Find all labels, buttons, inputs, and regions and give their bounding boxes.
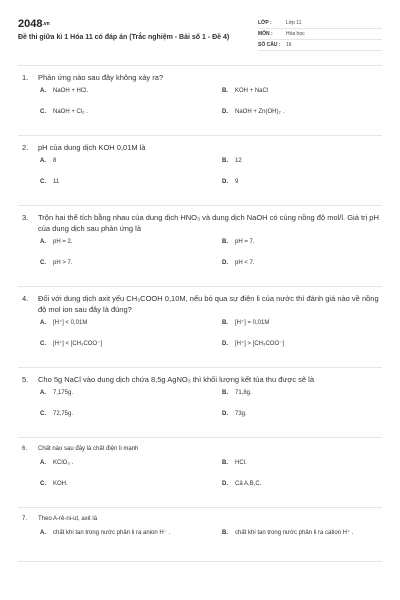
answer-option[interactable] [18,410,200,431]
answer-option[interactable] [18,157,200,178]
meta-key: LỚP : [258,20,272,26]
option-text: [H⁺] > [CH₃COO⁻] [235,341,284,347]
option-text: pH > 7. [53,260,73,266]
option-letter: A. [40,390,46,396]
question-item [18,136,382,206]
option-letter: D. [222,179,228,185]
answer-options [18,238,382,280]
option-text: HCl. [235,460,247,466]
option-letter: B. [222,320,228,326]
option-letter: C. [40,109,46,115]
option-letter: B. [222,460,228,466]
answer-option[interactable] [200,529,382,555]
option-text: 11 [53,179,60,185]
question-item [18,287,382,368]
option-letter: B. [222,88,228,94]
question-item [18,438,382,508]
question-stem [18,142,382,153]
answer-option[interactable] [200,238,382,259]
answer-option[interactable] [200,319,382,340]
question-stem [18,514,382,525]
answer-options [18,529,382,555]
option-text: pH = 2. [53,239,73,245]
option-letter: C. [40,260,46,266]
option-text: pH = 7. [235,239,255,245]
option-letter: C. [40,341,46,347]
site-logo[interactable] [18,18,258,30]
answer-options [18,157,382,199]
header-left [18,18,258,65]
meta-value: Hóa học [286,31,305,37]
option-letter: C. [40,179,46,185]
option-letter: D. [222,481,228,487]
question-text: Phản ứng nào sau đây không xảy ra? [38,73,164,82]
question-text: Theo A-rê-ni-ut, axit là [38,516,98,522]
question-number: 1. [22,73,29,82]
answer-option[interactable] [18,459,200,480]
option-letter: B. [222,530,228,536]
option-text: 72,75g. [53,411,74,417]
answer-options [18,389,382,431]
option-letter: A. [40,239,46,245]
question-text: Chất nào sau đây là chất điện li mạnh [38,446,139,452]
answer-option[interactable] [18,480,200,501]
logo-main-text: 2048 [18,18,43,30]
option-letter: B. [222,390,228,396]
question-number: 5. [22,375,29,384]
answer-option[interactable] [18,178,200,199]
option-letter: A. [40,460,46,466]
answer-option[interactable] [200,389,382,410]
question-item [18,66,382,136]
meta-row-subject [258,29,382,40]
question-number: 7. [22,516,28,522]
option-letter: B. [222,158,228,164]
document-title: Đề thi giữa kì 1 Hóa 11 có đáp án (Trắc nghiệm - Bài số 1 - Đề 4) [18,34,230,41]
meta-table [258,18,382,65]
question-number: 4. [22,294,29,303]
question-item [18,368,382,438]
meta-value: Lớp 11 [286,20,302,26]
question-number: 3. [22,213,29,222]
meta-key: SỐ CÂU : [258,42,281,48]
answer-options [18,87,382,129]
option-text: KOH. [53,481,68,487]
question-item [18,206,382,287]
option-letter: A. [40,530,46,536]
answer-option[interactable] [18,389,200,410]
option-letter: C. [40,411,46,417]
answer-option[interactable] [200,259,382,280]
answer-option[interactable] [18,238,200,259]
answer-option[interactable] [200,459,382,480]
option-letter: C. [40,481,46,487]
option-text: 9 [235,179,239,185]
option-text: KClO₃ . [53,460,74,466]
question-stem [18,212,382,234]
option-text: 73g. [235,411,247,417]
option-text: 12 [235,158,242,164]
answer-option[interactable] [18,259,200,280]
question-stem [18,293,382,315]
answer-option[interactable] [200,108,382,129]
meta-row-count [258,40,382,51]
answer-options [18,319,382,361]
question-stem [18,444,382,455]
question-number: 6. [22,446,28,452]
meta-value: 16 [286,42,292,48]
option-letter: D. [222,411,228,417]
answer-option[interactable] [200,178,382,199]
question-list [18,66,382,562]
answer-option[interactable] [200,410,382,431]
option-text: chất khi tan trong nước phân li ra anion H⁻ . [53,530,171,536]
option-text: NaOH + Zn(OH)₂ . [235,109,285,115]
option-letter: D. [222,341,228,347]
answer-option[interactable] [200,157,382,178]
answer-option[interactable] [18,108,200,129]
answer-option[interactable] [18,340,200,361]
question-item [18,508,382,562]
option-letter: A. [40,158,46,164]
option-letter: B. [222,239,228,245]
option-text: NaOH + HCl. [53,88,89,94]
answer-options [18,459,382,501]
question-text: Đối với dung dịch axit yếu CH₃COOH 0,10M, nếu bỏ qua sự điện li của nước thì đánh giá nào về nồng độ mol ion sau đây là đúng? [38,294,379,314]
option-text: Cả A,B,C. [235,481,262,487]
option-text: pH < 7. [235,260,255,266]
option-text: NaOH + Cl₂ . [53,109,88,115]
logo-sub-text: .vn [42,21,50,28]
question-text: pH của dung dịch KOH 0,01M là [38,143,146,152]
answer-option[interactable] [18,87,200,108]
option-letter: A. [40,320,46,326]
option-letter: D. [222,109,228,115]
question-stem [18,72,382,83]
option-text: [H⁺] < [CH₃COO⁻] [53,341,102,347]
answer-option[interactable] [18,529,200,555]
option-text: chất khi tan trong nước phân li ra cation H⁺ . [235,530,354,536]
page-header [18,18,382,66]
option-text: 8 [53,158,57,164]
answer-option[interactable] [200,480,382,501]
meta-row-class [258,18,382,29]
question-number: 2. [22,143,29,152]
option-text: 71,8g. [235,390,252,396]
option-text: 7,175g. [53,390,74,396]
meta-key: MÔN : [258,31,273,37]
answer-option[interactable] [200,87,382,108]
answer-option[interactable] [200,340,382,361]
option-letter: D. [222,260,228,266]
question-text: Cho 5g NaCl vào dung dịch chứa 8,5g AgNO₃ thì khối lượng kết tủa thu được sẽ là [38,375,315,384]
option-text: [H⁺] = 0,01M [235,320,270,326]
question-text: Trộn hai thể tích bằng nhau của dung dịch HNO₃ và dung dịch NaOH có cùng nồng độ mol/l. Giá trị pH của dung dịch sau phản ứng là [38,213,379,233]
question-stem [18,374,382,385]
option-letter: A. [40,88,46,94]
option-text: [H⁺] < 0,01M [53,320,88,326]
answer-option[interactable] [18,319,200,340]
option-text: KOH + NaCl [235,88,269,94]
